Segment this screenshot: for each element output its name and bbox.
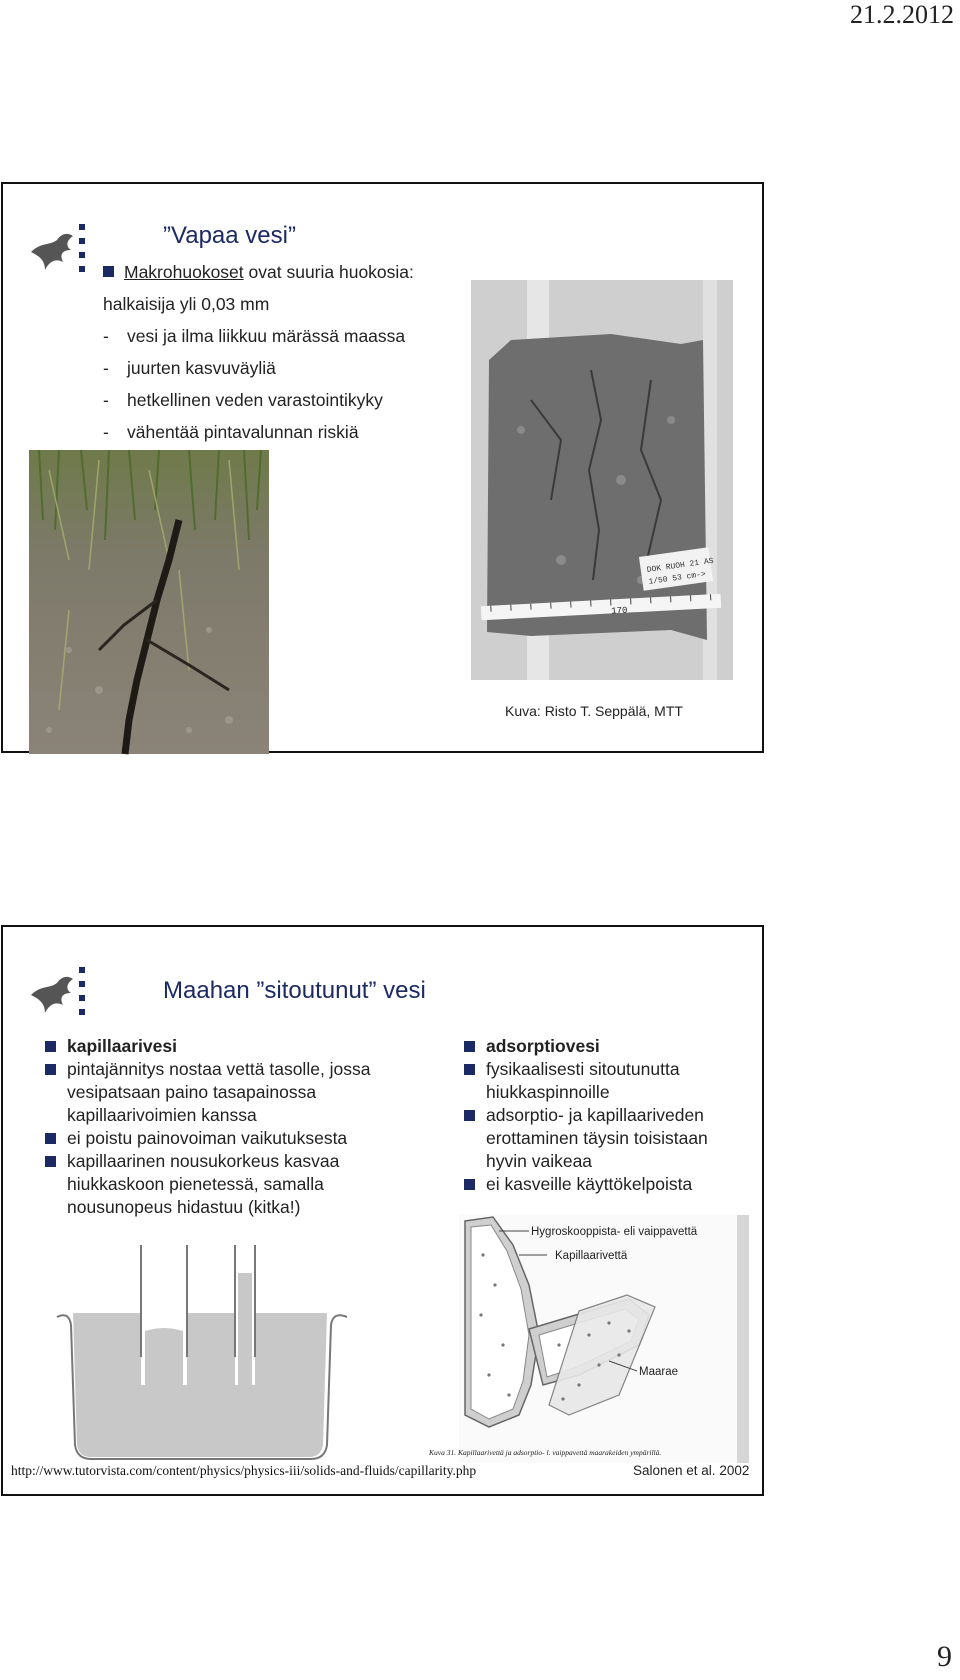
list-item: kapillaarinen nousukorkeus kasvaa hiukkaskoon pienetessä, samalla nousunopeus hidastuu (kitka!)	[45, 1150, 385, 1219]
intro-term: Makrohuokoset	[124, 262, 244, 282]
bullet-square-icon	[45, 1064, 56, 1075]
list-item: - vesi ja ilma liikkuu märässä maassa	[103, 326, 406, 346]
ruler-label: 170	[610, 605, 628, 617]
list-item: ei poistu painovoiman vaikutuksesta	[45, 1127, 385, 1150]
left-bullet-list	[45, 1035, 385, 1219]
document-date: 21.2.2012	[850, 0, 954, 29]
label-hygroskooppista: Hygroskooppista- eli vaippavettä	[531, 1226, 698, 1238]
label-kapillaarivetta: Kapillaarivettä	[555, 1250, 628, 1262]
bullet-square-icon	[464, 1110, 475, 1121]
university-logo-icon	[27, 220, 99, 280]
sample-label: DOK RUOH 21 AS	[646, 556, 715, 576]
list-item: kapillaarivesi	[45, 1035, 385, 1058]
soil-core-photo	[471, 280, 733, 680]
source-citation: Salonen et al. 2002	[633, 1463, 750, 1478]
sample-label-2: 1/50 53 cm->	[647, 569, 707, 587]
slide-vapaa-vesi	[1, 182, 764, 753]
bullet-square-icon	[464, 1064, 475, 1075]
slide-title: Maahan ”sitoutunut” vesi	[163, 977, 426, 1004]
slide-sitoutunut-vesi	[1, 925, 764, 1496]
bullet-square-icon	[45, 1133, 56, 1144]
slide-title: ”Vapaa vesi”	[163, 222, 296, 249]
intro-line	[103, 262, 414, 283]
right-bullet-list	[464, 1035, 744, 1196]
list-item: adsorptio- ja kapillaariveden erottaminen täysin toisistaan hyvin vaikeaa	[464, 1104, 744, 1173]
photo-caption: Kuva: Risto T. Seppälä, MTT	[505, 703, 683, 719]
bullet-square-icon	[464, 1179, 475, 1190]
bullet-square-icon	[103, 266, 114, 277]
list-item: - juurten kasvuväyliä	[103, 358, 276, 378]
university-logo-icon	[27, 963, 99, 1023]
capillarity-illustration	[55, 1245, 365, 1463]
soil-water-diagram	[429, 1215, 749, 1463]
page-number: 9	[937, 1640, 952, 1673]
label-maarae: Maarae	[639, 1366, 678, 1378]
list-item: adsorptiovesi	[464, 1035, 744, 1058]
bullet-square-icon	[45, 1156, 56, 1167]
intro-line-2: halkaisija yli 0,03 mm	[103, 294, 270, 314]
list-item: - vähentää pintavalunnan riskiä	[103, 422, 359, 442]
list-item: ei kasveille käyttökelpoista	[464, 1173, 744, 1196]
bullet-square-icon	[464, 1041, 475, 1052]
list-item: fysikaalisesti sitoutunutta hiukkaspinnoille	[464, 1058, 744, 1104]
list-item: - hetkellinen veden varastointikyky	[103, 390, 383, 410]
bullet-square-icon	[45, 1041, 56, 1052]
intro-text: ovat suuria huokosia:	[243, 262, 414, 282]
source-url: http://www.tutorvista.com/content/physics/physics-iii/solids-and-fluids/capillarity.php	[11, 1463, 477, 1478]
list-item: pintajännitys nostaa vettä tasolle, jossa vesipatsaan paino tasapainossa kapillaarivoimien kanssa	[45, 1058, 385, 1127]
diagram-figure-caption: Kuva 31. Kapillaarivettä ja adsorptio- l. vaippavettä maarakeiden ympärillä.	[429, 1448, 662, 1457]
field-crack-photo	[29, 450, 269, 754]
